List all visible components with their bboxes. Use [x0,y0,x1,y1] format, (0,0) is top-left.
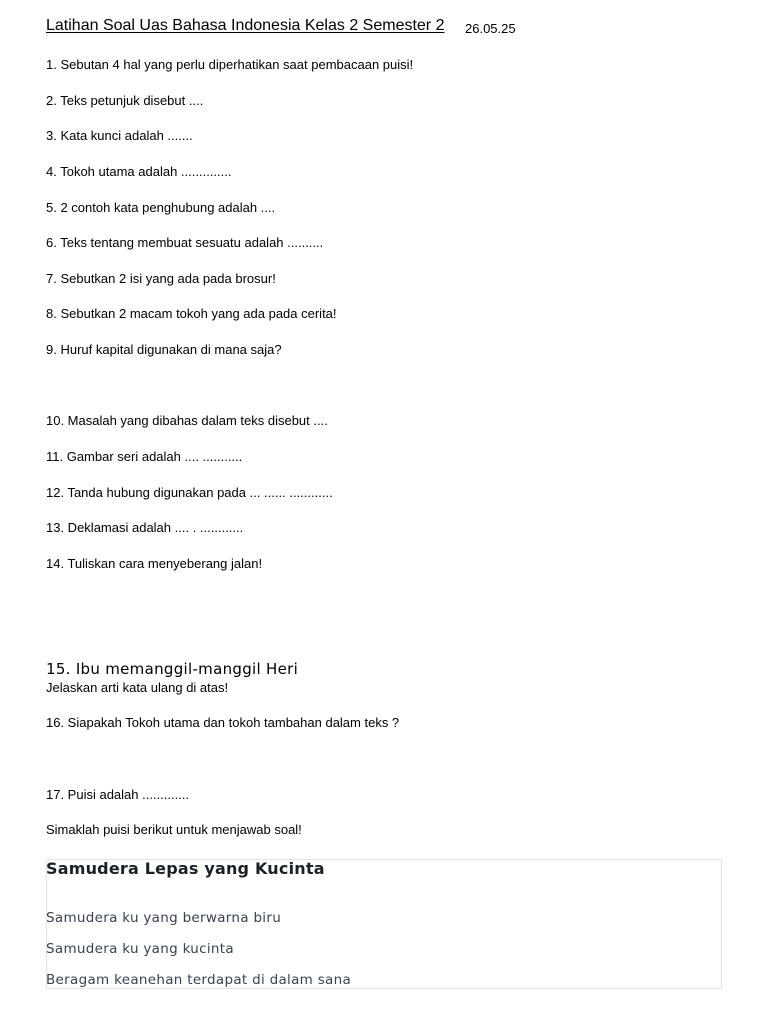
question-12: 12. Tanda hubung digunakan pada ... ...... ............ [46,485,333,500]
question-4: 4. Tokoh utama adalah .............. [46,164,232,179]
question-16: 16. Siapakah Tokoh utama dan tokoh tambahan dalam teks ? [46,715,400,730]
question-8: 8. Sebutkan 2 macam tokoh yang ada pada cerita! [46,306,337,321]
question-1: 1. Sebutan 4 hal yang perlu diperhatikan saat pembacaan puisi! [46,57,414,72]
question-6: 6. Teks tentang membuat sesuatu adalah .......... [46,235,324,250]
question-15: 15. Ibu memanggil-manggil Heri [46,660,299,678]
question-2: 2. Teks petunjuk disebut .... [46,93,204,108]
poem-title: Samudera Lepas yang Kucinta [46,859,325,878]
question-11: 11. Gambar seri adalah .... ........... [46,449,243,464]
poem-line: Samudera ku yang berwarna biru [46,910,282,926]
question-9: 9. Huruf kapital digunakan di mana saja? [46,342,282,357]
question-5: 5. 2 contoh kata penghubung adalah .... [46,200,276,215]
poem-line: Beragam keanehan terdapat di dalam sana [46,972,352,988]
document-title: Latihan Soal Uas Bahasa Indonesia Kelas 2 Semester 2 [46,17,445,34]
poem-instruction: Simaklah puisi berikut untuk menjawab soal! [46,822,302,837]
question-13: 13. Deklamasi adalah .... . ............ [46,520,244,535]
question-3: 3. Kata kunci adalah ....... [46,128,193,143]
question-14: 14. Tuliskan cara menyeberang jalan! [46,556,263,571]
question-15-instruction: Jelaskan arti kata ulang di atas! [46,680,229,695]
poem-line: Samudera ku yang kucinta [46,941,234,957]
question-17: 17. Puisi adalah ............. [46,787,190,802]
question-10: 10. Masalah yang dibahas dalam teks disebut .... [46,413,328,428]
question-7: 7. Sebutkan 2 isi yang ada pada brosur! [46,271,276,286]
document-date: 26.05.25 [465,21,516,36]
